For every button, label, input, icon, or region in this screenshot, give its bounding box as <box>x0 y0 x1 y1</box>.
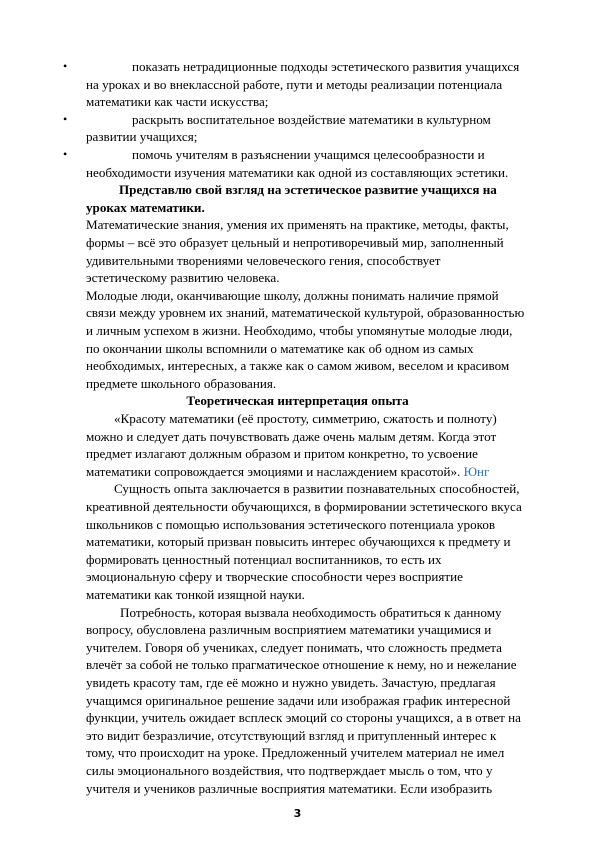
paragraph-1-line: формы – всё это образует цельный и непротиворечивый мир, заполненный <box>86 235 504 250</box>
paragraph-3-line: математики, который призван повысить интерес обучающихся к предмету и <box>86 534 511 550</box>
paragraph-2-line: Молодые люди, оканчивающие школу, должны понимать наличие прямой <box>86 287 499 303</box>
paragraph-4-line: это видит безразличие, отсутствующий взгляд и притупленный интерес к <box>86 727 497 743</box>
paragraph-3-line: математики как тонкой изящной науки. <box>86 587 305 602</box>
paragraph-3-line: креативной деятельности обучающихся, в формировании эстетического вкуса <box>86 499 522 514</box>
quote-line: математики сопровождается эмоциями и наслаждением красотой». <box>86 463 461 479</box>
quote-last-line <box>86 463 489 481</box>
page-number: 3 <box>293 807 302 820</box>
paragraph-1-line: эстетическому развитию человека. <box>86 270 280 286</box>
paragraph-3-line: эмоциональную сферу и творческие способности через восприятие <box>86 569 463 585</box>
quote-line: «Красоту математики (её простоту, симметрию, сжатость и полноту) <box>114 411 497 426</box>
paragraph-4-line: влечёт за собой не только прагматическое отношение к нему, но и нежелание <box>86 657 517 673</box>
paragraph-4-line: Потребность, которая вызвала необходимость обратиться к данному <box>120 604 502 620</box>
paragraph-4-line: тому, что происходит на уроке. Предложенный учителем материал не имел <box>86 745 505 761</box>
paragraph-3-line: Сущность опыта заключается в развитии познавательных способностей, <box>114 481 520 497</box>
paragraph-2-line: по окончании школы вспомнили о математике как об одном из самых <box>86 340 474 356</box>
paragraph-2-line: предмете школьного образования. <box>86 375 277 391</box>
quote-author: Юнг <box>463 463 490 479</box>
paragraph-4-line: учителя и учеников различные восприятия математики. Если изобразить <box>86 780 493 796</box>
paragraph-4-line: учителем. Говоря об учениках, следует понимать, что сложность предмета <box>86 639 502 655</box>
paragraph-1-line: удивительными творениями человеческого гения, способствует <box>86 252 441 268</box>
bullet-2-line-1: раскрыть воспитательное воздействие математики в культурном <box>132 111 491 127</box>
bullet-3-line-1: помочь учителям в разъяснении учащимся целесообразности и <box>132 147 485 162</box>
bullet-2-line-2: развитии учащихся; <box>86 129 198 145</box>
paragraph-1-line: Математические знания, умения их применять на практике, методы, факты, <box>86 217 509 233</box>
section-heading-line-1: Представлю свой взгляд на эстетическое развитие учащихся на <box>119 182 497 198</box>
bullet-1-line-2: на уроках и во внеклассной работе, пути и методы реализации потенциала <box>86 76 503 92</box>
paragraph-4-line: функции, учитель ожидает всплеск эмоций со стороны учащихся, а в ответ на <box>86 710 521 726</box>
paragraph-4-line: увидеть красоту там, где её можно и нужно увидеть. Зачастую, предлагая <box>86 675 496 690</box>
bullet-1-line-1: показать нетрадиционные подходы эстетического развития учащихся <box>132 59 520 74</box>
section-heading-2: Теоретическая интерпретация опыта <box>186 393 409 409</box>
bullet-3-line-2: необходимости изучения математики как одной из составляющих эстетики. <box>86 164 509 180</box>
paragraph-4-line: силы эмоционального воздействия, что подтверждает мысль о том, что у <box>86 763 493 778</box>
paragraph-4-line: учащимся оригинальное решение задачи или изображая график интересной <box>86 692 511 708</box>
quote-line: предмет излагают должным образом и притом конкретно, то усвоение <box>86 446 478 462</box>
paragraph-2-line: связи между уровнем их знаний, математической культурой, образованностью <box>86 305 525 321</box>
bullet-marker: • <box>63 111 68 126</box>
paragraph-3-line: школьников с помощью использования эстетического потенциала уроков <box>86 516 496 532</box>
bullet-1-line-3: математики как части искусства; <box>86 94 269 110</box>
paragraph-4-line: вопросу, обусловлена различным восприятием математики учащимися и <box>86 622 492 638</box>
section-heading-line-2: уроках математики. <box>86 199 205 215</box>
quote-line: можно и следует дать почувствовать даже очень малым детям. Когда этот <box>86 428 497 444</box>
paragraph-2-line: необходимых, интересных, а также как о самом живом, веселом и красивом <box>86 358 510 374</box>
bullet-marker: • <box>63 147 68 161</box>
paragraph-3-line: формировать ценностный потенциал воспитанников, то есть их <box>86 551 442 567</box>
bullet-marker: • <box>63 59 68 73</box>
paragraph-2-line: и личным успехом в жизни. Необходимо, чтобы упомянутые молодые люди, <box>86 323 513 338</box>
